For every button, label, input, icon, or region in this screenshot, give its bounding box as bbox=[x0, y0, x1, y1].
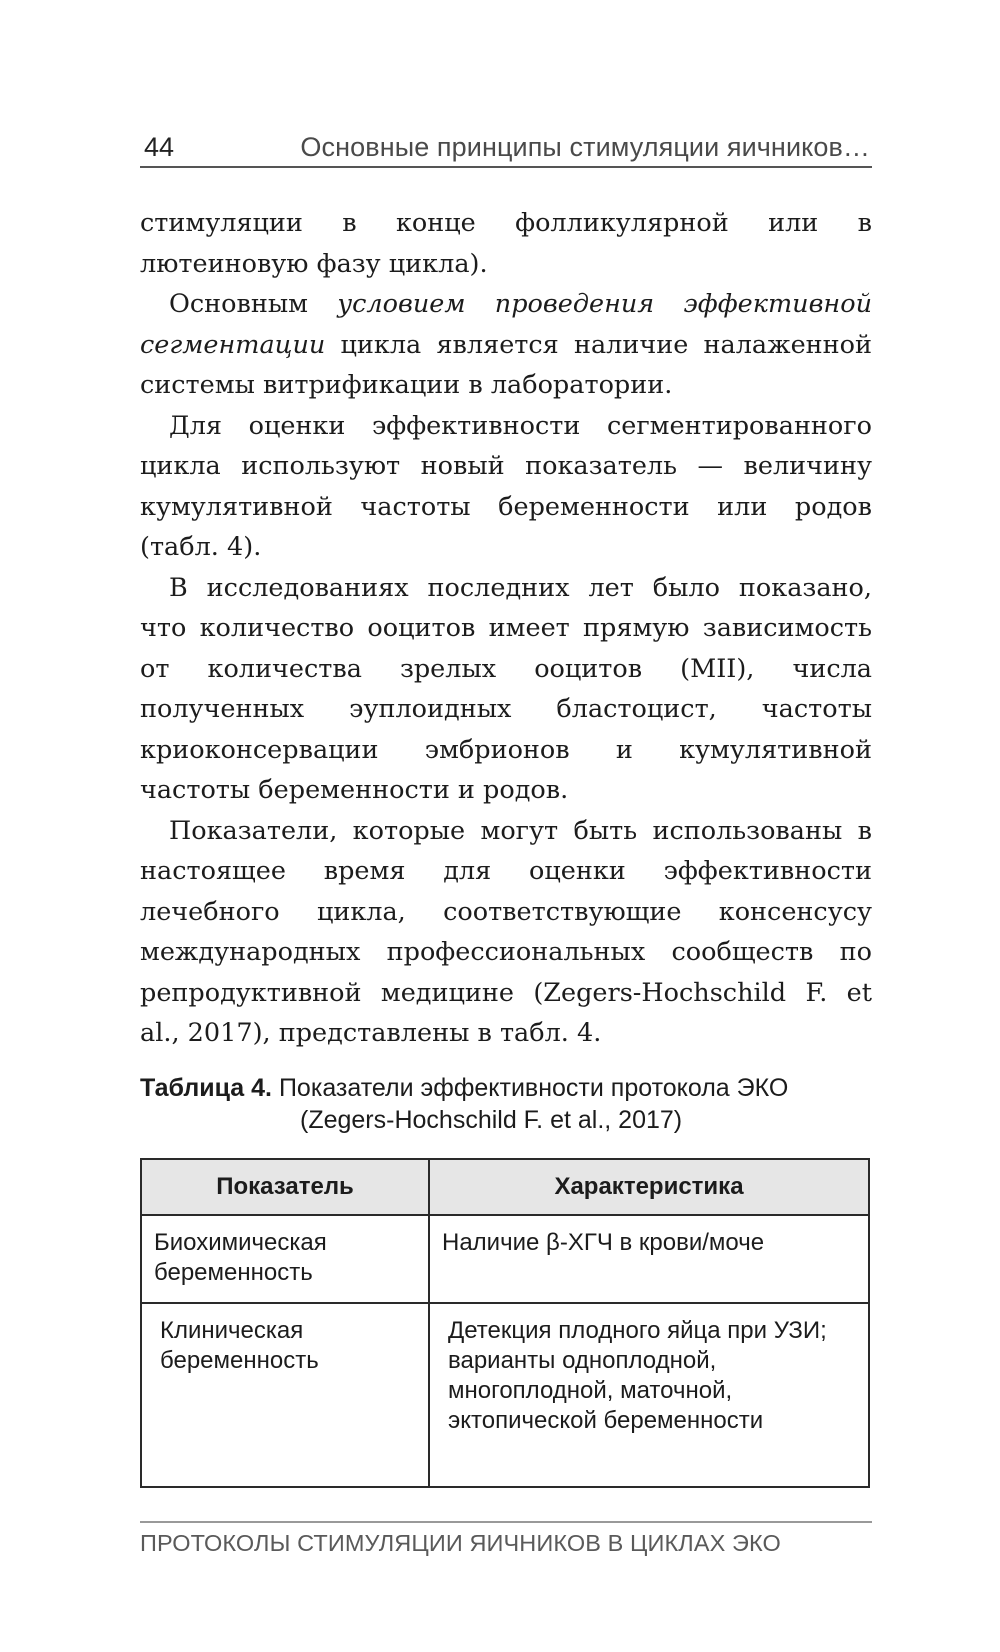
table-cell-characteristic: Детекция плодного яйца при УЗИ; варианты одноплодной, многоплодной, маточной, эктопической беременности bbox=[429, 1303, 869, 1487]
paragraph-4: В исследованиях последних лет было показано, что количество ооцитов имеет прямую зависимость от количества зрелых ооцитов (MII), числа полученных эуплоидных бластоцист, частоты криоконсервации эмбрионов и кумулятивной частоты беременности и родов. bbox=[140, 572, 872, 805]
paragraph-1: стимуляции в конце фолликулярной или в лютеиновую фазу цикла). bbox=[140, 208, 872, 279]
table-row bbox=[141, 1303, 869, 1487]
body-text bbox=[140, 203, 872, 1054]
paragraph-2 bbox=[140, 284, 872, 406]
paragraph-5: Показатели, которые могут быть использованы в настоящее время для оценки эффективности лечебного цикла, соответствующие консенсусу международных профессиональных сообществ по репродуктивной медицине (Zegers-Hochschild F. et al., 2017), представлены в табл. 4. bbox=[140, 815, 872, 1048]
indicators-table bbox=[140, 1158, 870, 1488]
page-footer: ПРОТОКОЛЫ СТИМУЛЯЦИИ ЯИЧНИКОВ В ЦИКЛАХ ЭКО bbox=[140, 1521, 872, 1557]
column-header-characteristic: Характеристика bbox=[429, 1159, 869, 1215]
page-header bbox=[140, 122, 872, 168]
table-cell-indicator: Биохимическая беременность bbox=[141, 1215, 429, 1303]
paragraph-2-start: Основным bbox=[169, 289, 338, 319]
table-caption-label: Таблица 4. bbox=[140, 1074, 272, 1102]
table-caption bbox=[140, 1072, 872, 1136]
page-number: 44 bbox=[144, 132, 175, 162]
table-cell-characteristic: Наличие β-ХГЧ в крови/моче bbox=[429, 1215, 869, 1303]
table-caption-text: Показатели эффективности протокола ЭКО bbox=[278, 1074, 789, 1102]
table-row bbox=[141, 1215, 869, 1303]
table-cell-indicator: Клиническая беременность bbox=[141, 1303, 429, 1487]
column-header-indicator: Показатель bbox=[141, 1159, 429, 1215]
paragraph-2-end: цикла является наличие налаженной системы витрификации в лаборатории. bbox=[140, 329, 872, 400]
running-title: Основные принципы стимуляции яичников… bbox=[300, 132, 870, 162]
paragraph-3: Для оценки эффективности сегментированного цикла используют новый показатель — величину кумулятивной частоты беременности или родов (табл. 4). bbox=[140, 410, 872, 562]
table-header-row bbox=[141, 1159, 869, 1215]
table-caption-source: (Zegers-Hochschild F. et al., 2017) bbox=[300, 1106, 683, 1134]
paragraph-2-emphasis: условием проведения эффективной сегментации bbox=[140, 289, 873, 360]
